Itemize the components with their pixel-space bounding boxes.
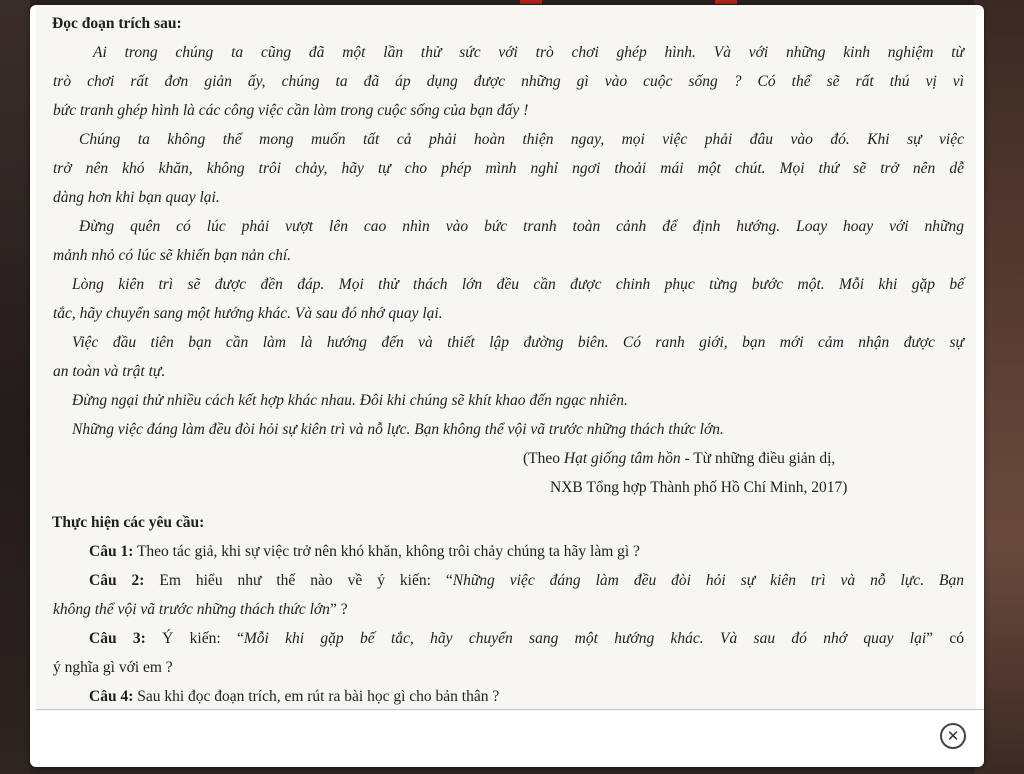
close-button[interactable]	[940, 723, 966, 749]
backdrop-mark	[520, 0, 542, 4]
source-publisher: NXB Tổng hợp Thành phố Hồ Chí Minh, 2017)	[550, 479, 848, 496]
backdrop-left	[0, 0, 30, 774]
question-1: Câu 1: Theo tác giả, khi sự việc trở nên khó khăn, không trôi chảy chúng ta hãy làm gì ?	[89, 543, 640, 560]
source-citation: (Theo Hạt giống tâm hồn - Từ những điều giản dị,	[523, 450, 836, 467]
paragraph-line: bức tranh ghép hình là các công việc cần làm trong cuộc sống của bạn đấy !	[53, 102, 529, 119]
question-4: Câu 4: Sau khi đọc đoạn trích, em rút ra bài học gì cho bản thân ?	[89, 688, 500, 705]
image-viewer-dialog	[30, 5, 984, 767]
tasks-heading: Thực hiện các yêu cầu:	[52, 514, 205, 531]
paragraph-line: Đừng ngại thử nhiều cách kết hợp khác nhau. Đôi khi chúng sẽ khít khao đến ngạc nhiên.	[72, 392, 628, 409]
paragraph-line: Đừng quên có lúc phải vượt lên cao nhìn vào bức tranh toàn cảnh để định hướng. Loay hoay với những	[79, 218, 964, 235]
close-icon: ✕	[946, 727, 960, 745]
question-2: Câu 2: Em hiểu như thế nào về ý kiến: “Những việc đáng làm đều đòi hỏi sự kiên trì và nỗ lực. Bạn	[89, 572, 964, 589]
paragraph-line: dàng hơn khi bạn quay lại.	[53, 189, 220, 206]
divider	[36, 709, 984, 710]
question-3: Câu 3: Ý kiến: “Mỗi khi gặp bế tắc, hãy chuyển sang một hướng khác. Và sau đó nhớ quay lại” có	[89, 630, 964, 647]
paragraph-line: trở nên khó khăn, không trôi chảy, hãy tự cho phép mình nghỉ ngơi thoải mái một chút. Mọi thứ sẽ trở nên dễ	[53, 160, 964, 177]
paragraph-line: Ai trong chúng ta cũng đã một lần thử sức với trò chơi ghép hình. Và với những kinh nghiệm từ	[93, 44, 964, 61]
scanned-document	[36, 5, 976, 711]
paragraph-line: Chúng ta không thể mong muốn tất cả phải hoàn thiện ngay, mọi việc phải đâu vào đó. Khi sự việc	[79, 131, 964, 148]
paragraph-line: an toàn và trật tự.	[53, 363, 166, 380]
question-2-cont: không thể vội vã trước những thách thức lớn” ?	[53, 601, 348, 618]
document-heading: Đọc đoạn trích sau:	[52, 15, 182, 32]
paragraph-line: Những việc đáng làm đều đòi hỏi sự kiên trì và nỗ lực. Bạn không thể vội vã trước những thách thức lớn.	[72, 421, 724, 438]
paragraph-line: Lòng kiên trì sẽ được đền đáp. Mọi thử thách lớn đều cần được chinh phục từng bước một. Mỗi khi gặp bế	[72, 276, 964, 293]
backdrop-mark	[715, 0, 737, 4]
question-3-cont: ý nghĩa gì với em ?	[53, 659, 173, 676]
paragraph-line: Việc đầu tiên bạn cần làm là hướng đến và thiết lập đường biên. Có ranh giới, bạn mới cảm nhận được sự	[72, 334, 964, 351]
paragraph-line: mảnh nhỏ có lúc sẽ khiến bạn nản chí.	[53, 247, 292, 264]
paragraph-line: tắc, hãy chuyển sang một hướng khác. Và sau đó nhớ quay lại.	[53, 305, 443, 322]
paragraph-line: trò chơi rất đơn giản ấy, chúng ta đã áp dụng được những gì vào cuộc sống ? Có thể sẽ rất thú vị vì	[53, 73, 964, 90]
